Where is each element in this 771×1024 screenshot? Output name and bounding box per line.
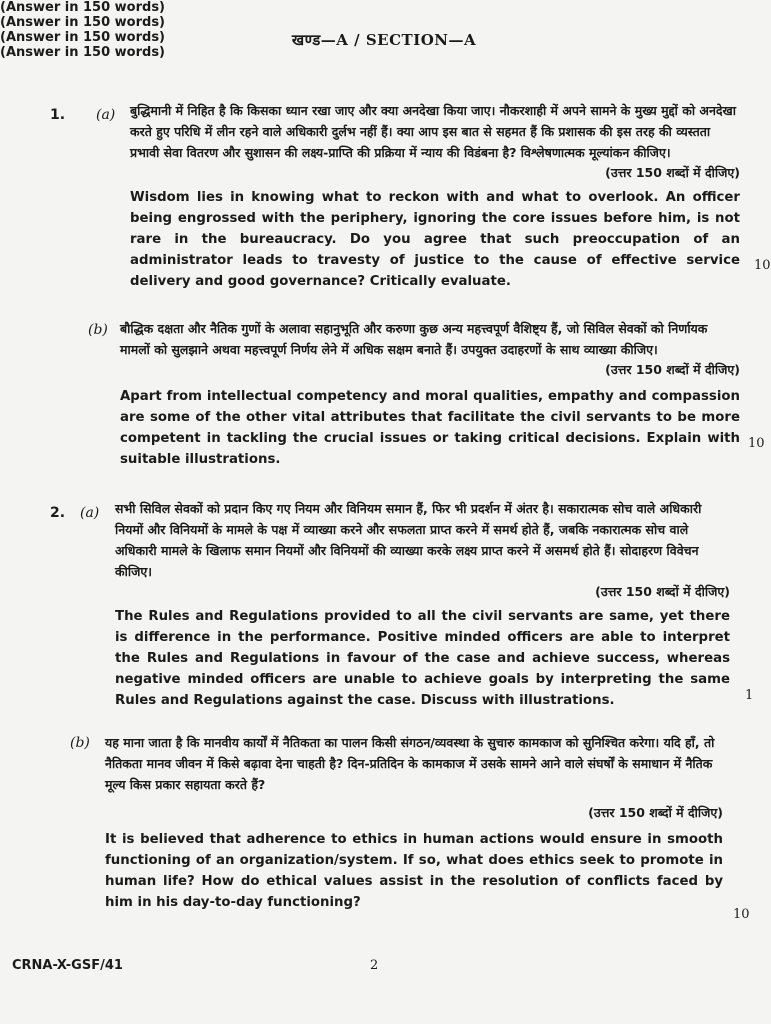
hindi-text: बुद्धिमानी में निहित है कि किसका ध्यान रखा जाए और क्या अनदेखा किया जाए। नौकरशाही में अपने सामने के मुख्य मुद्दों को अनदेखा करते हुए परिधि में लीन रहने वाले अधिकारी दुर्लभ नहीं हैं। क्या आप इस बात से सहमत हैं कि प्रशासक की इस तरह की व्यस्तता प्रभावी सेवा वितरण और सुशासन की लक्ष्य-प्राप्ति की प्रक्रिया में न्याय की विडंबना है? विश्लेषणात्मक मूल्यांकन कीजिए। — [130, 103, 737, 160]
hindi-text: यह माना जाता है कि मानवीय कार्यों में नैतिकता का पालन किसी संगठन/व्यवस्था के सुचारु कामकाज को सुनिश्चित करेगा। यदि हाँ, तो नैतिकता मानव जीवन में किसे बढ़ावा देना चाहती है? दिन-प्रतिदिन के कामकाज में उसके सामने आने वाले संघर्षों के समाधान में नैतिक मूल्य किस प्रकार सहायता करते हैं? — [105, 735, 715, 792]
paper-code: CRNA-X-GSF/41 — [12, 958, 123, 973]
question-number: 1. — [50, 107, 66, 123]
marks: 10 — [754, 258, 771, 273]
hindi-word-limit: (उत्तर 150 शब्दों में दीजिए) — [605, 165, 740, 180]
marks: 10 — [748, 436, 765, 451]
hindi-text: सभी सिविल सेवकों को प्रदान किए गए नियम और विनियम समान हैं, फिर भी प्रदर्शन में अंतर है। सकारात्मक सोच वाले अधिकारी नियमों और विनियमों के मामले के पक्ष में व्याख्या करने और सफलता प्राप्त करने में समर्थ होते हैं, जबकि नकारात्मक सोच वाले अधिकारी मामले के खिलाफ समान नियमों और विनियमों की व्याख्या करके लक्ष्य प्राप्त करने में असमर्थ होते हैं। सोदाहरण विवेचन कीजिए। — [115, 501, 702, 579]
answer-word-limit: (Answer in 150 words) — [0, 45, 165, 60]
hindi-word-limit: (उत्तर 150 शब्दों में दीजिए) — [595, 584, 730, 599]
answer-word-limit: (Answer in 150 words) — [0, 30, 165, 45]
question-2b — [105, 732, 723, 913]
english-text: The Rules and Regulations provided to all the civil servants are same, yet there is difference in the performance. Positive minded officers are able to interpret the Rules and Regulations in favour of the case and achieve success, whereas negative minded officers are unable to achieve goals by interpreting the same Rules and Regulations against the case. Discuss with illustrations. — [115, 609, 730, 708]
section-title: खण्ड—A / SECTION—A — [291, 31, 477, 49]
hindi-text: बौद्धिक दक्षता और नैतिक गुणों के अलावा सहानुभूति और करुणा कुछ अन्य महत्त्वपूर्ण वैशिष्ट्य हैं, जो सिविल सेवकों को निर्णायक मामलों को सुलझाने अथवा महत्त्वपूर्ण निर्णय लेने में अधिक सक्षम बनाते हैं। उपयुक्त उदाहरणों के साथ व्याख्या कीजिए। — [120, 321, 708, 357]
question-number: 2. — [50, 505, 66, 521]
question-1b — [120, 318, 740, 470]
hindi-word-limit: (उत्तर 150 शब्दों में दीजिए) — [588, 805, 723, 820]
english-text: Wisdom lies in knowing what to reckon with and what to overlook. An officer being engrossed with the periphery, ignoring the core issues before him, is not rare in the bureaucracy. Do you agree that such preoccupation of an administrator leads to travesty of justice to the cause of effective service delivery and good governance? Critically evaluate. — [130, 190, 740, 289]
question-2a — [115, 498, 730, 711]
question-part-label: (a) — [96, 107, 116, 123]
hindi-word-limit: (उत्तर 150 शब्दों में दीजिए) — [605, 362, 740, 377]
page-number: 2 — [370, 958, 379, 973]
answer-word-limit: (Answer in 150 words) — [0, 15, 165, 30]
marks: 1 — [745, 688, 754, 703]
question-1a — [130, 100, 740, 292]
english-text: Apart from intellectual competency and moral qualities, empathy and compassion are some of the other vital attributes that facilitate the civil servants to be more competent in tackling the crucial issues or taking critical decisions. Explain with suitable illustrations. — [120, 389, 740, 467]
answer-word-limit: (Answer in 150 words) — [0, 0, 165, 15]
question-part-label: (a) — [80, 505, 100, 521]
question-part-label: (b) — [88, 322, 108, 338]
english-text: It is believed that adherence to ethics in human actions would ensure in smooth functioning of an organization/system. If so, what does ethics seek to promote in human life? How do ethical values assist in the resolution of conflicts faced by him in his day-to-day functioning? — [105, 832, 723, 910]
marks: 10 — [733, 907, 750, 922]
question-part-label: (b) — [70, 735, 90, 751]
